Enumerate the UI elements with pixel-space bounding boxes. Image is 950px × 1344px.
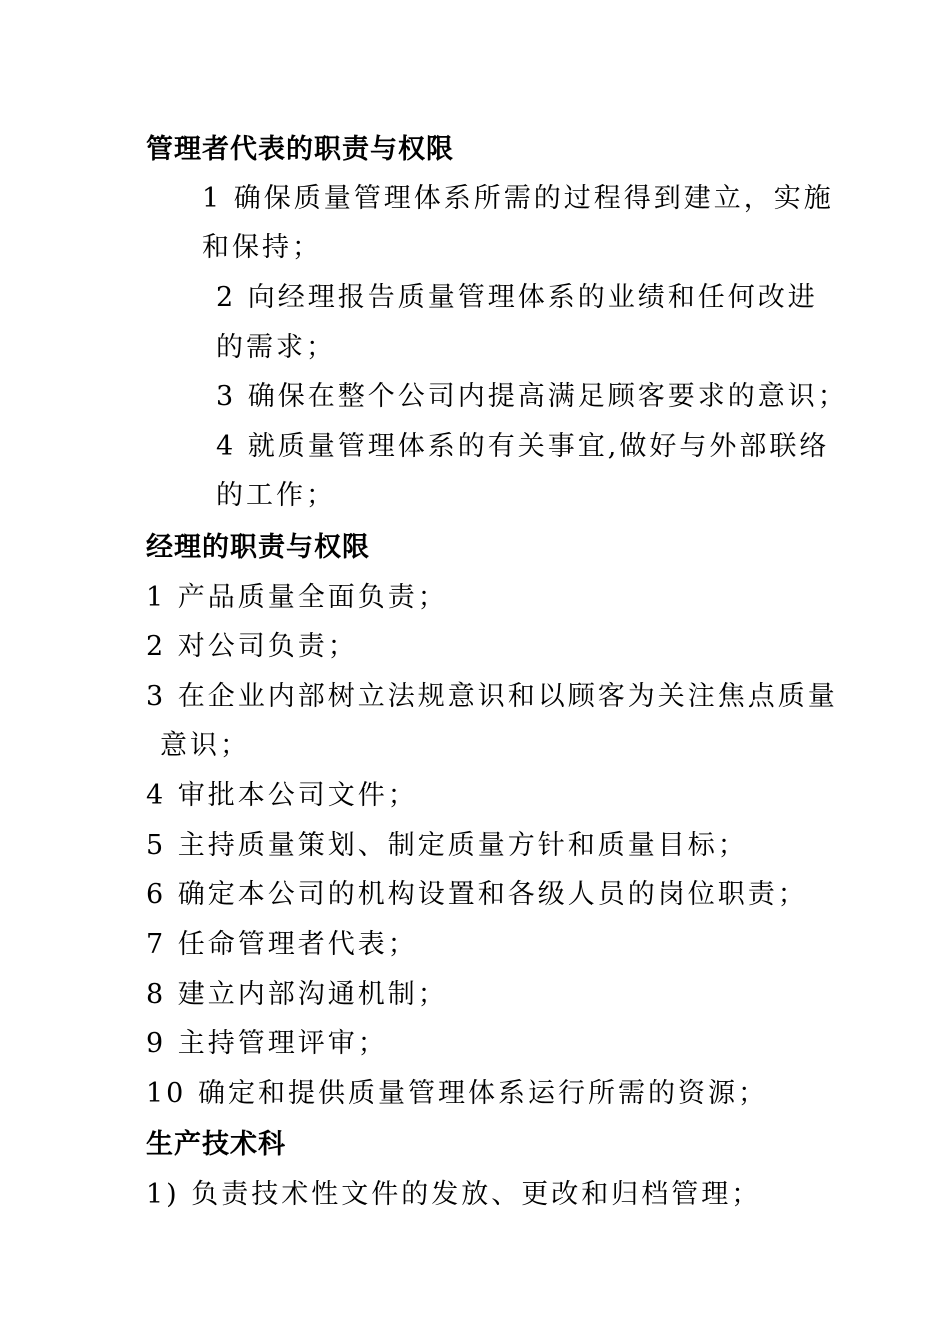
list-item-line: 6 确定本公司的机构设置和各级人员的岗位职责；: [146, 879, 808, 910]
list-item-line: 5 主持质量策划、制定质量方针和质量目标；: [146, 830, 748, 861]
list-item-line: 2 对公司负责；: [146, 631, 358, 662]
list-item-line: 3 在企业内部树立法规意识和以顾客为关注焦点质量: [146, 681, 838, 712]
list-item-line: 10 确定和提供质量管理体系运行所需的资源；: [146, 1078, 768, 1109]
section-title-management-representative: 管理者代表的职责与权限: [146, 134, 454, 165]
list-item-line: 1) 负责技术性文件的发放、更改和归档管理；: [146, 1179, 762, 1210]
list-item-line: 4 审批本公司文件；: [146, 780, 418, 811]
list-item-line: 7 任命管理者代表；: [146, 929, 418, 960]
list-item-line: 和保持；: [202, 232, 322, 263]
list-item-line: 8 建立内部沟通机制；: [146, 979, 448, 1010]
list-item-line: 的工作；: [216, 480, 336, 511]
list-item-line: 1 确保质量管理体系所需的过程得到建立，实施: [202, 183, 834, 214]
section-title-manager: 经理的职责与权限: [146, 532, 370, 563]
list-item-line: 的需求；: [216, 332, 336, 363]
list-item-line: 4 就质量管理体系的有关事宜,做好与外部联络: [216, 431, 830, 462]
list-item-line: 2 向经理报告质量管理体系的业绩和任何改进: [216, 282, 818, 313]
list-item-line: 意识；: [160, 730, 250, 761]
section-title-production-tech: 生产技术科: [146, 1129, 286, 1160]
list-item-line: 9 主持管理评审；: [146, 1028, 388, 1059]
list-item-line: 3 确保在整个公司内提高满足顾客要求的意识；: [216, 381, 848, 412]
list-item-line: 1 产品质量全面负责；: [146, 582, 448, 613]
